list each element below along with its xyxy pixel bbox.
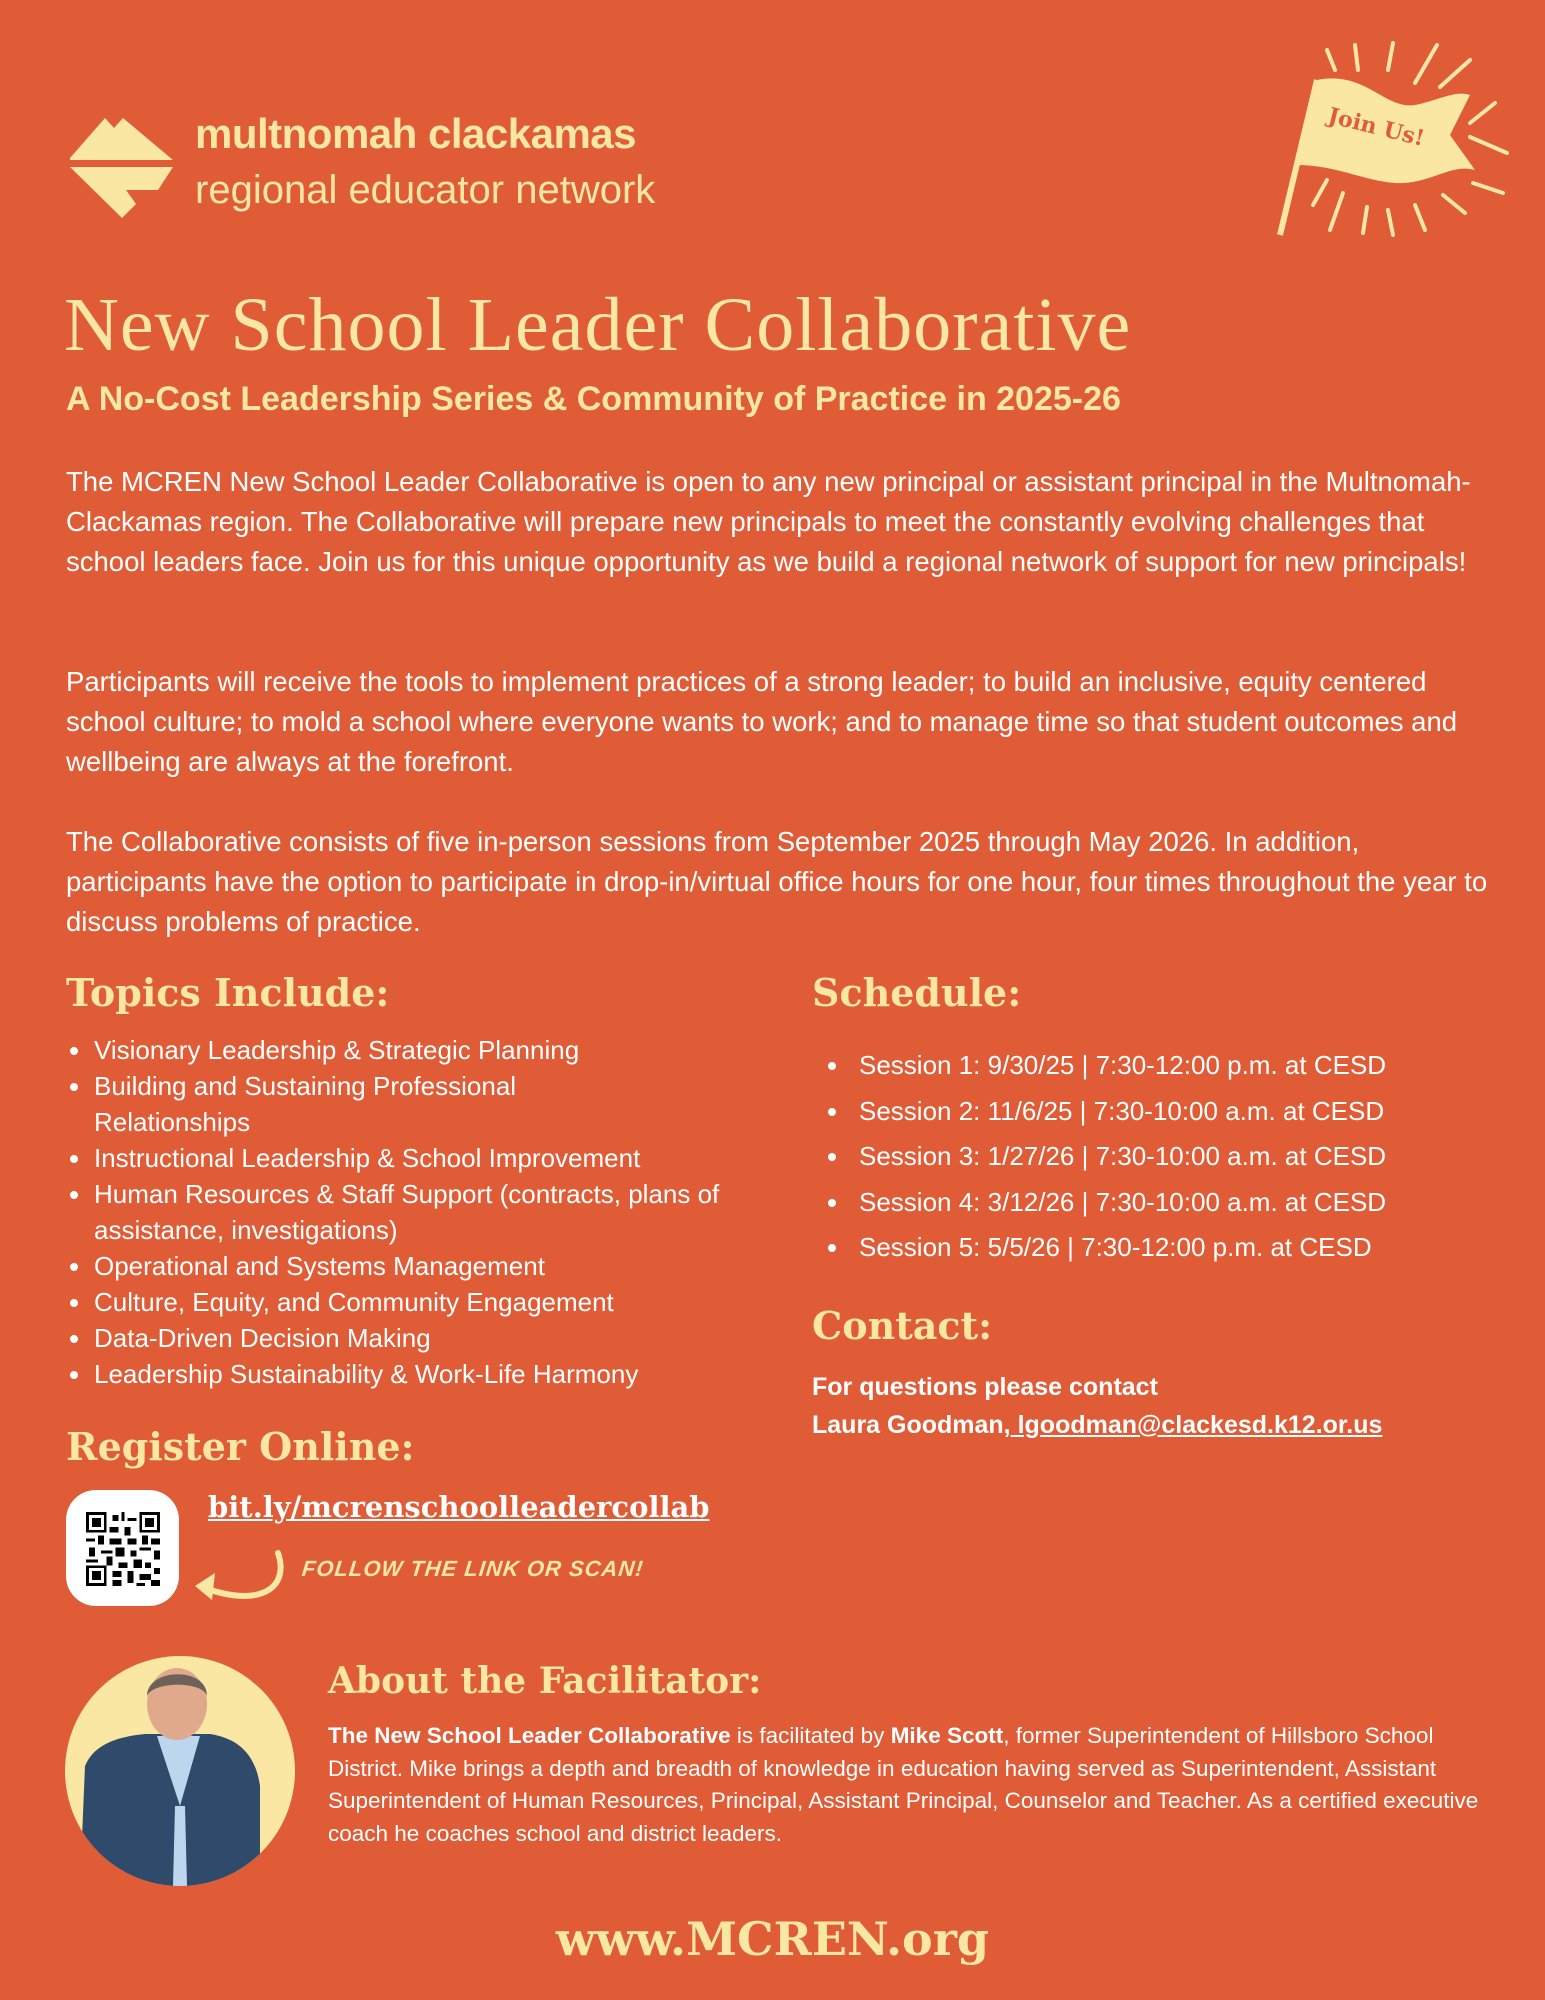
website-link[interactable]: www.MCREN.org: [555, 1912, 990, 1966]
contact-name: Laura Goodman,: [812, 1411, 1011, 1439]
bio-text: , former Superintendent of Hillsboro School District. Mike brings a depth and breadth of knowledge in education having served as Superintendent, Assistant Superintendent of Human Resources, Principal, Assistant Principal, Counselor and Teacher. As a certified executive coach he coaches school and district leaders.: [328, 1723, 1479, 1846]
list-item: Human Resources & Staff Support (contracts, plans of assistance, investigations): [66, 1176, 734, 1248]
session-item: Session 3: 1/27/26 | 7:30-10:00 a.m. at CESD: [824, 1134, 1524, 1180]
facilitator-bio: [328, 1720, 1508, 1850]
qr-code-icon: [86, 1512, 160, 1586]
facilitator-name: Mike Scott: [890, 1723, 1004, 1748]
svg-text:Join Us!: Join Us!: [1325, 102, 1428, 152]
topics-heading: Topics Include:: [66, 970, 390, 1015]
list-item: Instructional Leadership & School Improvement: [66, 1140, 766, 1176]
session-item: Session 5: 5/5/26 | 7:30-12:00 p.m. at CESD: [824, 1225, 1524, 1271]
list-item: Culture, Equity, and Community Engagement: [66, 1284, 766, 1320]
sessions-paragraph: The Collaborative consists of five in-person sessions from September 2025 through May 2026. In addition, participants have the option to participate in drop-in/virtual office hours for one hour, four times throughout the year to discuss problems of practice.: [66, 826, 1488, 937]
brand-name: multnomah clackamas: [195, 110, 637, 157]
list-item: Data-Driven Decision Making: [66, 1320, 766, 1356]
topics-list: [66, 1032, 766, 1392]
list-item: Building and Sustaining Professional Relationships: [66, 1068, 624, 1140]
person-portrait-icon: [65, 1656, 295, 1886]
contact-email-link[interactable]: lgoodman@clackesd.k12.or.us: [1010, 1411, 1383, 1439]
mountain-diamond-logo-icon: [70, 118, 175, 218]
bio-text: is facilitated by: [730, 1723, 891, 1748]
page-title: New School Leader Collaborative: [64, 283, 1132, 367]
session-item: Session 1: 9/30/25 | 7:30-12:00 p.m. at CESD: [824, 1043, 1524, 1089]
program-name: The New School Leader Collaborative: [328, 1723, 731, 1748]
curved-arrow-icon: [190, 1548, 290, 1613]
flag-icon: [1275, 35, 1515, 245]
contact-heading: Contact:: [812, 1303, 993, 1348]
contact-prompt: For questions please contact: [812, 1373, 1158, 1401]
intro-paragraph: The MCREN New School Leader Collaborative is open to any new principal or assistant principal in the Multnomah-Clackamas region. The Collaborative will prepare new principals to meet the constantly evolving challenges that school leaders face. Join us for this unique opportunity as we build a regional network of support for new principals!: [66, 466, 1471, 577]
schedule-list: [824, 1043, 1524, 1271]
list-item: Visionary Leadership & Strategic Planning: [66, 1032, 766, 1068]
list-item: Leadership Sustainability & Work-Life Harmony: [66, 1356, 766, 1392]
brand-tagline: regional educator network: [195, 168, 656, 212]
contact-info: [812, 1368, 1382, 1444]
session-item: Session 2: 11/6/25 | 7:30-10:00 a.m. at CESD: [824, 1089, 1524, 1135]
list-item: Operational and Systems Management: [66, 1248, 766, 1284]
session-item: Session 4: 3/12/26 | 7:30-10:00 a.m. at CESD: [824, 1180, 1524, 1226]
schedule-heading: Schedule:: [812, 970, 1022, 1015]
facilitator-photo: [65, 1656, 295, 1886]
page-subtitle: A No-Cost Leadership Series & Community of Practice in 2025-26: [66, 380, 1121, 418]
join-us-badge: [1275, 35, 1515, 245]
register-heading: Register Online:: [66, 1424, 415, 1469]
qr-code[interactable]: [66, 1490, 179, 1606]
facilitator-heading: About the Facilitator:: [328, 1660, 762, 1702]
scan-hint: FOLLOW THE LINK OR SCAN!: [300, 1556, 646, 1581]
participants-paragraph: Participants will receive the tools to implement practices of a strong leader; to build an inclusive, equity centered school culture; to mold a school where everyone wants to work; and to manage time so that student outcomes and wellbeing are always at the forefront.: [66, 666, 1458, 777]
registration-link[interactable]: bit.ly/mcrenschoolleadercollab: [208, 1490, 710, 1524]
